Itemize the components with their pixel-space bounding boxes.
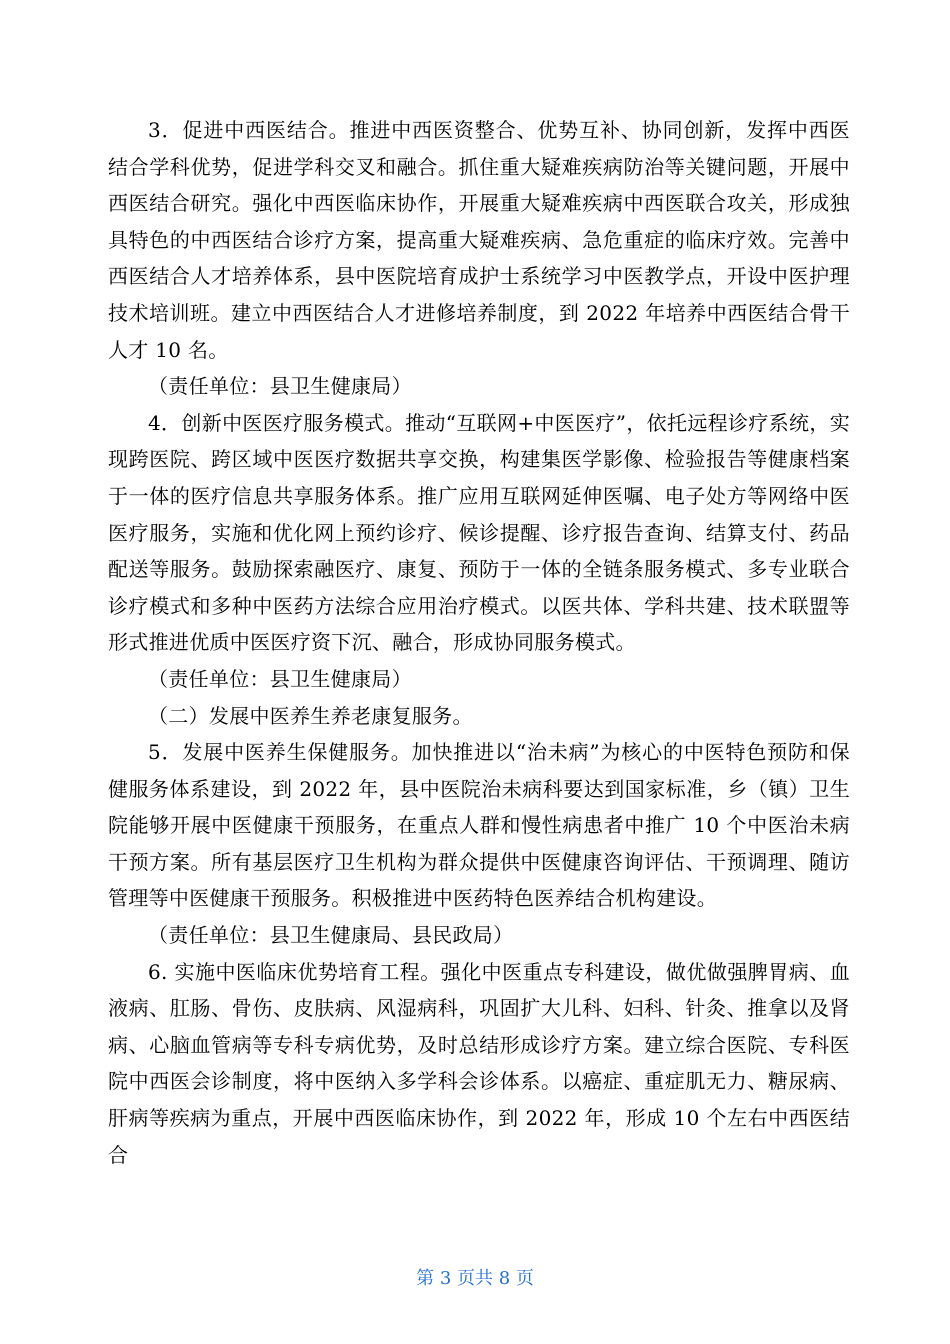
paragraph-item-5: 5．发展中医养生保健服务。加快推进以“治未病”为核心的中医特色预防和保健服务体系建设，到 2022 年，县中医院治未病科要达到国家标准，乡（镇）卫生院能够开展中医健康干预服务，在重点人群和慢性病患者中推广 10 个中医治未病干预方案。所有基层医疗卫生机构为群众提供中医健康咨询评估、干预调理、随访管理等中医健康干预服务。积极推进中医药特色医养结合机构建设。 bbox=[108, 740, 850, 911]
responsible-unit-note: （责任单位：县卫生健康局） bbox=[148, 666, 412, 691]
responsible-unit-note: （责任单位：县卫生健康局） bbox=[148, 374, 412, 399]
paragraph-item-4: 4．创新中医医疗服务模式。推动“互联网+中医医疗”，依托远程诊疗系统，实现跨医院、跨区域中医医疗数据共享交换，构建集医学影像、检验报告等健康档案于一体的医疗信息共享服务体系。推广应用互联网延伸医嘱、电子处方等网络中医医疗服务，实施和优化网上预约诊疗、候诊提醒、诊疗报告查询、结算支付、药品配送等服务。鼓励探索融医疗、康复、预防于一体的全链条服务模式、多专业联合诊疗模式和多种中医药方法综合应用治疗模式。以医共体、学科共建、技术联盟等形式推进优质中医医疗资下沉、融合，形成协同服务模式。 bbox=[108, 410, 850, 655]
paragraph-item-3: 3．促进中西医结合。推进中西医资整合、优势互补、协同创新，发挥中西医结合学科优势，促进学科交叉和融合。抓住重大疑难疾病防治等关键问题，开展中西医结合研究。强化中西医临床协作，开展重大疑难疾病中西医联合攻关，形成独具特色的中西医结合诊疗方案，提高重大疑难疾病、急危重症的临床疗效。完善中西医结合人才培养体系，县中医院培育成护士系统学习中医教学点，开设中医护理技术培训班。建立中西医结合人才进修培养制度，到 2022 年培养中西医结合骨干人才 10 名。 bbox=[108, 118, 850, 362]
document-body bbox=[108, 112, 850, 1173]
responsible-unit-note: （责任单位：县卫生健康局、县民政局） bbox=[148, 923, 514, 948]
section-heading: （二）发展中医养生养老康复服务。 bbox=[148, 703, 473, 728]
paragraph-item-6: 6. 实施中医临床优势培育工程。强化中医重点专科建设，做优做强脾胃病、血液病、肛肠、骨伤、皮肤病、风湿病科，巩固扩大儿科、妇科、针灸、推拿以及肾病、心脑血管病等专科专病优势，及时总结形成诊疗方案。建立综合医院、专科医院中西医会诊制度，将中医纳入多学科会诊体系。以癌症、重症肌无力、糖尿病、肝病等疾病为重点，开展中西医临床协作，到 2022 年，形成 10 个左右中西医结合 bbox=[108, 959, 850, 1167]
page-number-footer: 第 3 页共 8 页 bbox=[416, 1268, 534, 1289]
